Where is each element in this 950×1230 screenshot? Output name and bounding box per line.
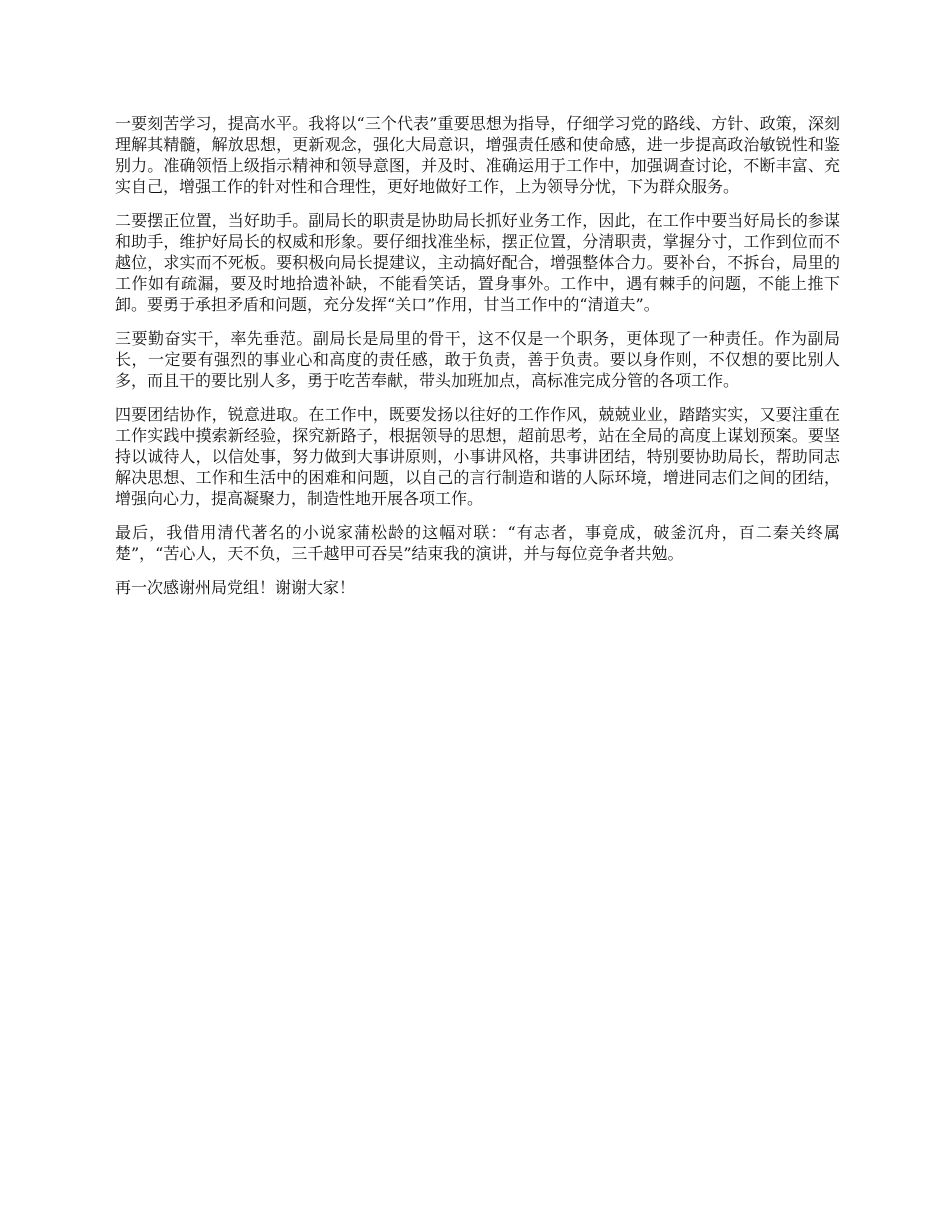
paragraph-thanks: 再一次感谢州局党组！谢谢大家！ [115,578,356,597]
paragraph-study: 一要刻苦学习，提高水平。我将以“三个代表”重要思想为指导，仔细学习党的路线、方针、政策，深刻理解其精髓，解放思想，更新观念，强化大局意识，增强责任感和使命感，进一步提高政治敏锐性和鉴别力。准确领悟上级指示精神和领导意图，并及时、准确运用于工作中，加强调查讨论，不断丰富、充实自己，增强工作的针对性和合理性，更好地做好工作，上为领导分忧，下为群众服务。 [115,114,840,196]
paragraph-diligence: 三要勤奋实干，率先垂范。副局长是局里的骨干，这不仅是一个职务，更体现了一种责任。作为副局长，一定要有强烈的事业心和高度的责任感，敢于负责，善于负责。要以身作则，不仅想的要比别人多，而且干的要比别人多，勇于吃苦奉献，带头加班加点，高标准完成分管的各项工作。 [115,329,840,390]
paragraph-unity: 四要团结协作，锐意进取。在工作中，既要发扬以往好的工作作风，兢兢业业，踏踏实实，又要注重在工作实践中摸索新经验，探究新路子，根据领导的思想，超前思考，站在全局的高度上谋划预案。要坚持以诚待人，以信处事，努力做到大事讲原则，小事讲风格，共事讲团结，特别要协助局长，帮助同志解决思想、工作和生活中的困难和问题，以自己的言行制造和谐的人际环境，增进同志们之间的团结，增强向心力，提高凝聚力，制造性地开展各项工作。 [115,405,840,508]
document-body [115,113,840,611]
paragraph-closing-couplet: 最后，我借用清代著名的小说家蒲松龄的这幅对联：“有志者，事竟成，破釜沉舟，百二秦关终属楚”，“苦心人，天不负，三千越甲可吞吴”结束我的演讲，并与每位竞争者共勉。 [115,523,840,563]
paragraph-position: 二要摆正位置，当好助手。副局长的职责是协助局长抓好业务工作，因此，在工作中要当好局长的参谋和助手，维护好局长的权威和形象。要仔细找准坐标，摆正位置，分清职责，掌握分寸，工作到位而不越位，求实而不死板。要积极向局长提建议，主动搞好配合，增强整体合力。要补台，不拆台，局里的工作如有疏漏，要及时地拾遗补缺，不能看笑话，置身事外。工作中，遇有棘手的问题，不能上推下卸。要勇于承担矛盾和问题，充分发挥“关口”作用，甘当工作中的“清道夫”。 [115,211,840,314]
